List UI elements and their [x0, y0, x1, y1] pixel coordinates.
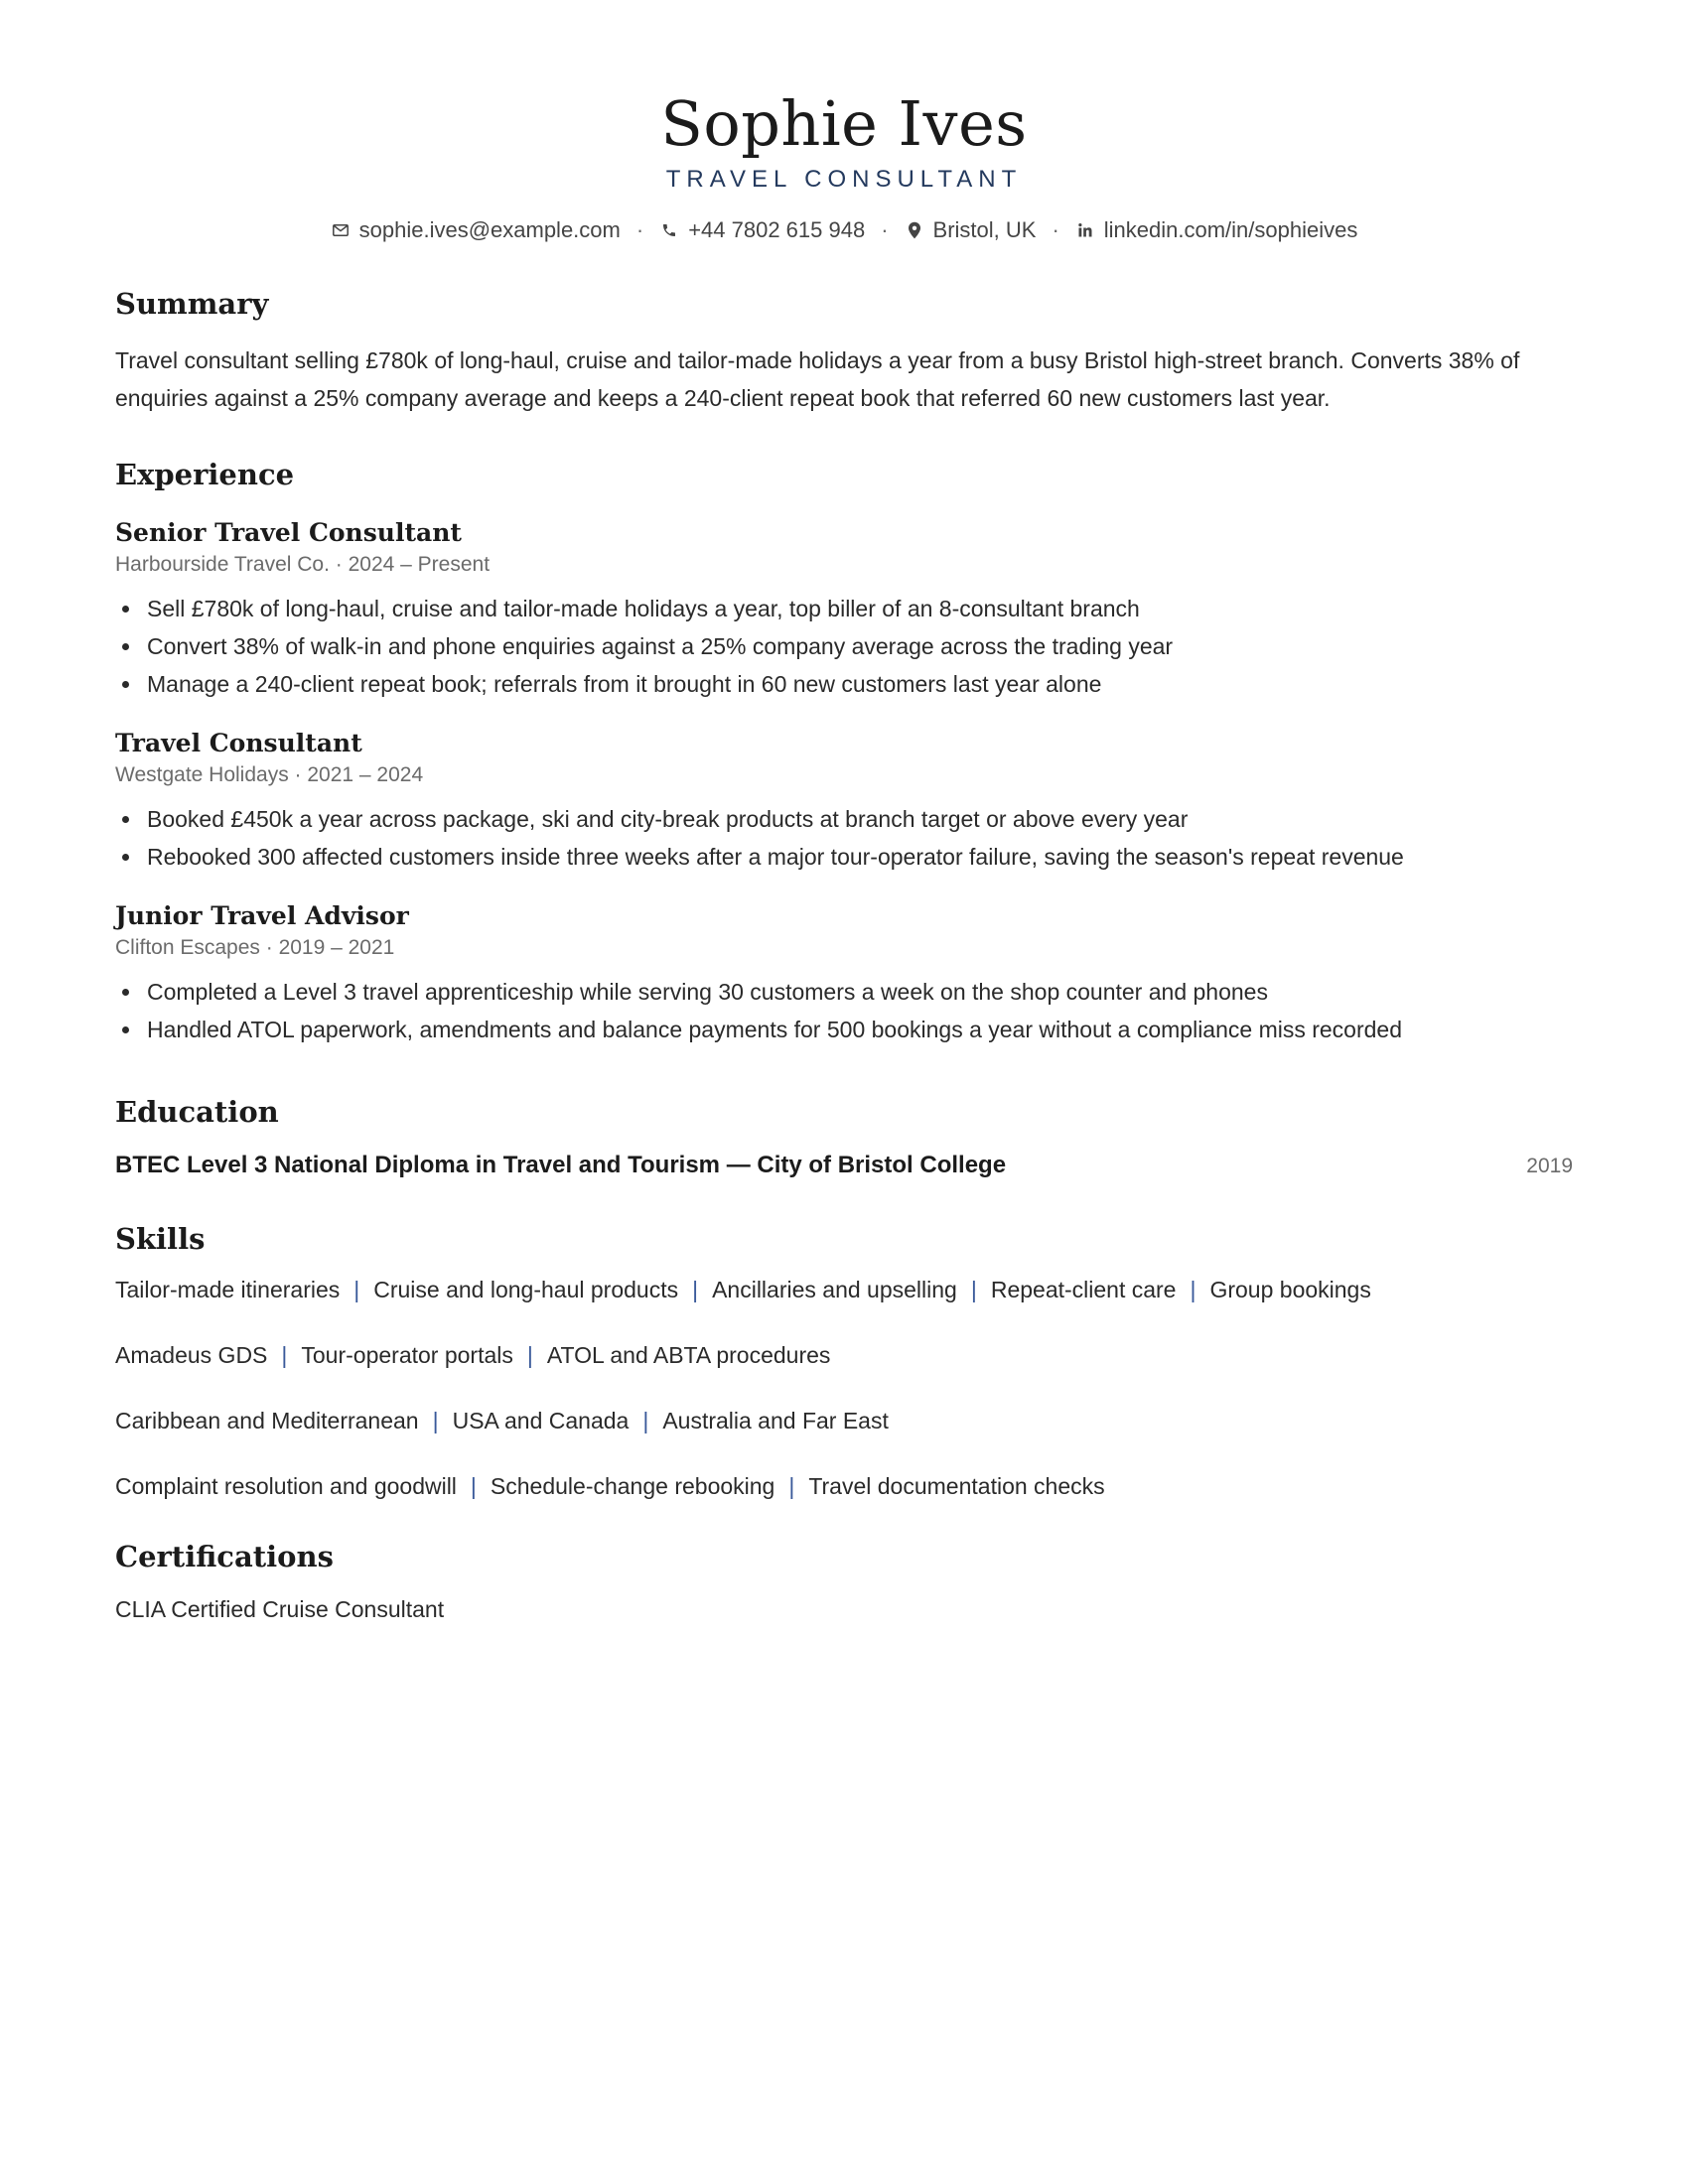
skill-item: Tailor-made itineraries [115, 1277, 341, 1302]
skill-separator: | [432, 1408, 439, 1433]
contact-linkedin[interactable] [1075, 216, 1358, 244]
linkedin-text: linkedin.com/in/sophieives [1103, 217, 1358, 242]
skills-row [115, 1340, 1573, 1370]
certifications-section [115, 1539, 1573, 1624]
candidate-name: Sophie Ives [660, 87, 1028, 160]
job-bullet: Booked £450k a year across package, ski and city-break products at branch target or above every year [147, 800, 1573, 838]
skill-separator: | [1190, 1277, 1196, 1302]
contact-phone[interactable] [659, 216, 865, 244]
experience-heading: Experience [115, 458, 295, 491]
experience-section [115, 457, 1573, 1048]
skills-heading: Skills [115, 1222, 206, 1256]
email-text: sophie.ives@example.com [358, 217, 621, 242]
job-bullet-list [115, 800, 1573, 876]
summary-text: Travel consultant selling £780k of long-haul, cruise and tailor-made holidays a year from a busy Bristol high-street branch. Converts 38% of enquiries against a 25% company average and keeps a 240-client repeat book that referred 60 new customers last year. [115, 347, 1520, 411]
education-section [115, 1094, 1573, 1179]
contact-separator: · [881, 217, 889, 242]
contact-separator: · [635, 217, 644, 242]
linkedin-icon [1075, 220, 1095, 240]
job-title: Senior Travel Consultant [115, 518, 462, 547]
job-bullet: Completed a Level 3 travel apprenticeship while serving 30 customers a week on the shop counter and phones [147, 973, 1573, 1011]
skill-item: USA and Canada [452, 1408, 630, 1433]
education-year: 2019 [1526, 1155, 1573, 1177]
skill-item: Repeat-client care [990, 1277, 1177, 1302]
job-bullet: Manage a 240-client repeat book; referrals from it brought in 60 new customers last year alone [147, 665, 1573, 703]
skills-row [115, 1275, 1573, 1304]
job-bullet-list [115, 590, 1573, 703]
education-heading: Education [115, 1095, 279, 1129]
skill-item: Caribbean and Mediterranean [115, 1408, 419, 1433]
contact-separator: · [1052, 217, 1059, 242]
job-title: Travel Consultant [115, 729, 362, 757]
job-entry [115, 729, 1573, 876]
skill-item: Group bookings [1209, 1277, 1371, 1302]
skill-item: Tour-operator portals [301, 1342, 513, 1368]
education-degree: BTEC Level 3 National Diploma in Travel and Tourism — City of Bristol College [115, 1152, 1007, 1178]
job-entry [115, 518, 1573, 703]
contact-line [115, 216, 1573, 244]
summary-section [115, 286, 1573, 417]
candidate-role: TRAVEL CONSULTANT [665, 166, 1023, 193]
location-pin-icon [905, 220, 924, 240]
skill-separator: | [642, 1408, 649, 1433]
education-entry [115, 1152, 1573, 1179]
skill-item: Ancillaries and upselling [712, 1277, 957, 1302]
job-meta: Clifton Escapes · 2019 – 2021 [115, 936, 395, 959]
resume-header [115, 0, 1573, 244]
skill-item: Cruise and long-haul products [373, 1277, 679, 1302]
mail-icon [331, 220, 351, 240]
contact-location [905, 216, 1037, 244]
skill-item: Complaint resolution and goodwill [115, 1473, 457, 1499]
skill-item: Amadeus GDS [115, 1342, 268, 1368]
job-entry [115, 901, 1573, 1048]
summary-heading: Summary [115, 287, 269, 321]
skill-item: Travel documentation checks [808, 1473, 1105, 1499]
job-bullet: Rebooked 300 affected customers inside three weeks after a major tour-operator failure, saving the season's repeat revenue [147, 838, 1573, 876]
job-bullet: Convert 38% of walk-in and phone enquiries against a 25% company average across the trading year [147, 627, 1573, 665]
skill-item: Australia and Far East [662, 1408, 889, 1433]
skill-item: Schedule-change rebooking [490, 1473, 775, 1499]
job-title: Junior Travel Advisor [115, 901, 409, 930]
contact-email[interactable] [331, 216, 621, 244]
skill-separator: | [353, 1277, 360, 1302]
skill-separator: | [526, 1342, 533, 1368]
skills-section [115, 1221, 1573, 1501]
skill-separator: | [470, 1473, 477, 1499]
skills-list [115, 1275, 1573, 1501]
location-text: Bristol, UK [932, 217, 1037, 242]
skills-row [115, 1406, 1573, 1435]
certification-item: CLIA Certified Cruise Consultant [115, 1596, 445, 1622]
job-bullet: Handled ATOL paperwork, amendments and balance payments for 500 bookings a year without a compliance miss recorded [147, 1011, 1573, 1048]
skill-separator: | [281, 1342, 288, 1368]
certifications-heading: Certifications [115, 1540, 334, 1573]
job-bullet-list [115, 973, 1573, 1048]
skills-row [115, 1471, 1573, 1501]
job-meta: Harbourside Travel Co. · 2024 – Present [115, 553, 491, 576]
phone-text: +44 7802 615 948 [688, 217, 866, 242]
skill-item: ATOL and ABTA procedures [546, 1342, 831, 1368]
skill-separator: | [788, 1473, 795, 1499]
skill-separator: | [692, 1277, 699, 1302]
skill-separator: | [970, 1277, 977, 1302]
job-bullet: Sell £780k of long-haul, cruise and tailor-made holidays a year, top biller of an 8-consultant branch [147, 590, 1573, 627]
phone-icon [659, 220, 679, 240]
job-meta: Westgate Holidays · 2021 – 2024 [115, 763, 424, 786]
